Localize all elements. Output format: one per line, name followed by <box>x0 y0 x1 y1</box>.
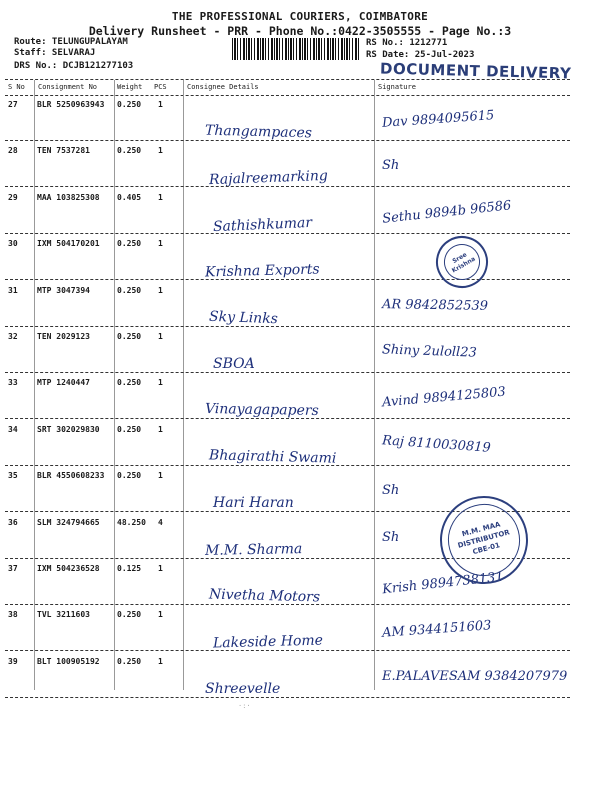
column-divider <box>34 80 35 690</box>
row-signature-handwritten: Krish 9894738131 <box>381 569 505 598</box>
row-weight: 0.250 <box>117 610 142 620</box>
row-divider <box>5 372 570 373</box>
row-sno: 27 <box>8 100 18 109</box>
row-consignee-handwritten: Hari Haran <box>213 495 294 512</box>
row-weight: 0.250 <box>117 285 142 295</box>
row-signature-handwritten: Sethu 9894b 96586 <box>381 198 513 227</box>
row-consignment-no: BLR 4550608233 <box>37 471 105 481</box>
row-consignment-no: IXM 504236528 <box>37 564 100 573</box>
company-title: THE PROFESSIONAL COURIERS, COIMBATORE <box>171 10 429 23</box>
row-sno: 35 <box>8 471 18 481</box>
row-signature-handwritten: Dav 9894095615 <box>381 108 495 131</box>
row-divider <box>5 697 570 698</box>
row-pcs: 1 <box>158 656 163 666</box>
row-divider <box>5 279 570 280</box>
row-consignee-handwritten: Sky Links <box>208 308 279 327</box>
row-pcs: 1 <box>158 146 163 156</box>
row-pcs: 1 <box>158 424 163 434</box>
scan-speck: ·:· <box>238 702 251 710</box>
row-consignment-no: BLR 5250963943 <box>37 100 105 109</box>
row-weight: 0.125 <box>117 564 142 573</box>
row-sno: 36 <box>8 517 18 527</box>
row-consignee-handwritten: Sathishkumar <box>212 214 313 235</box>
column-divider <box>374 80 375 690</box>
col-header-consignment: Consignment No <box>38 83 98 91</box>
col-header-consignee: Consignee Details <box>187 83 259 91</box>
row-consignee-handwritten: Thangampaces <box>204 122 313 142</box>
row-signature-handwritten: E.PALAVESAM 9384207979 <box>382 668 568 684</box>
row-consignee-handwritten: M.M. Sharma <box>204 540 303 559</box>
row-consignee-handwritten: Vinayagapapers <box>204 401 319 420</box>
row-divider <box>5 186 570 187</box>
row-consignment-no: BLT 100905192 <box>37 656 100 666</box>
row-weight: 48.250 <box>117 517 146 527</box>
row-sno: 38 <box>8 610 18 620</box>
row-divider <box>5 140 570 141</box>
row-consignee-handwritten: Krishna Exports <box>204 261 320 281</box>
column-divider <box>114 80 115 690</box>
row-divider <box>5 418 570 419</box>
col-header-sno: S No <box>8 83 25 91</box>
row-consignment-no: MTP 3047394 <box>37 285 90 295</box>
row-pcs: 1 <box>158 471 163 481</box>
row-pcs: 1 <box>158 332 163 341</box>
row-sno: 29 <box>8 192 18 202</box>
row-weight: 0.250 <box>117 378 142 388</box>
runsheet-title: Delivery Runsheet - PRR - Phone No.:0422-3505555 - Page No.:3 <box>88 24 512 38</box>
distributor-stamp: M.M. MAA DISTRIBUTOR CBE-01 <box>430 486 538 594</box>
row-divider <box>5 604 570 605</box>
row-sno: 28 <box>8 146 18 156</box>
row-consignment-no: SRT 302029830 <box>37 424 100 434</box>
rs-date: RS Date: 25-Jul-2023 <box>366 50 475 60</box>
row-weight: 0.250 <box>117 471 142 481</box>
route-label: Route: TELUNGUPALAYAM <box>14 37 128 47</box>
row-weight: 0.250 <box>117 146 142 156</box>
row-sno: 32 <box>8 332 18 341</box>
staff-label: Staff: SELVARAJ <box>14 48 96 58</box>
col-header-weight: Weight <box>117 83 143 91</box>
row-consignment-no: MAA 103825308 <box>37 192 100 202</box>
row-consignment-no: TEN 2029123 <box>37 332 90 341</box>
sree-krishna-stamp: Sree Krishna <box>426 226 497 297</box>
row-consignee-handwritten: Lakeside Home <box>212 632 324 652</box>
row-consignee-handwritten: SBOA <box>213 356 255 372</box>
document-delivery-stamp: DOCUMENT DELIVERY <box>379 59 572 83</box>
row-pcs: 1 <box>158 285 163 295</box>
row-sno: 37 <box>8 564 18 573</box>
col-header-pcs: PCS <box>154 83 167 91</box>
row-weight: 0.250 <box>117 239 142 249</box>
row-pcs: 1 <box>158 100 163 109</box>
row-weight: 0.250 <box>117 100 142 109</box>
row-divider <box>5 233 570 234</box>
row-pcs: 1 <box>158 610 163 620</box>
row-signature-handwritten: AR 9842852539 <box>381 296 489 314</box>
row-pcs: 1 <box>158 378 163 388</box>
row-consignment-no: MTP 1240447 <box>37 378 90 388</box>
rs-number: RS No.: 1212771 <box>366 38 448 48</box>
row-sno: 39 <box>8 656 18 666</box>
column-header-rule <box>5 95 570 96</box>
row-signature-handwritten: Sh <box>382 483 400 499</box>
row-signature-handwritten: Avind 9894125803 <box>381 385 507 411</box>
row-sno: 33 <box>8 378 18 388</box>
row-signature-handwritten: Sh <box>382 158 400 174</box>
row-signature-handwritten: Raj 8110030819 <box>381 433 492 456</box>
row-pcs: 4 <box>158 517 163 527</box>
row-consignee-handwritten: Rajalreemarking <box>208 168 329 189</box>
header-rule <box>5 79 570 80</box>
barcode <box>232 38 360 60</box>
row-weight: 0.405 <box>117 192 142 202</box>
row-signature-handwritten: Shiny 2uloll23 <box>381 342 478 361</box>
row-sno: 30 <box>8 239 18 249</box>
row-consignment-no: TVL 3211603 <box>37 610 90 620</box>
row-signature-handwritten: AM 9344151603 <box>381 618 492 642</box>
row-divider <box>5 465 570 466</box>
row-sno: 34 <box>8 424 18 434</box>
drs-number: DRS No.: DCJB121277103 <box>14 61 134 71</box>
row-consignment-no: SLM 324794665 <box>37 517 100 527</box>
col-header-signature: Signature <box>378 83 416 91</box>
row-sno: 31 <box>8 285 18 295</box>
row-consignment-no: IXM 504170201 <box>37 239 100 249</box>
row-divider <box>5 326 570 327</box>
row-weight: 0.250 <box>117 332 142 341</box>
row-pcs: 1 <box>158 192 163 202</box>
row-weight: 0.250 <box>117 424 142 434</box>
row-weight: 0.250 <box>117 656 142 666</box>
row-pcs: 1 <box>158 564 163 573</box>
row-consignment-no: TEN 7537281 <box>37 146 90 156</box>
row-consignee-handwritten: Shreevelle <box>205 680 281 697</box>
row-consignee-handwritten: Bhagirathi Swami <box>208 447 337 467</box>
row-consignee-handwritten: Nivetha Motors <box>208 586 321 606</box>
column-divider <box>183 80 184 690</box>
row-pcs: 1 <box>158 239 163 249</box>
row-signature-handwritten: Sh <box>382 529 400 545</box>
row-divider <box>5 650 570 651</box>
